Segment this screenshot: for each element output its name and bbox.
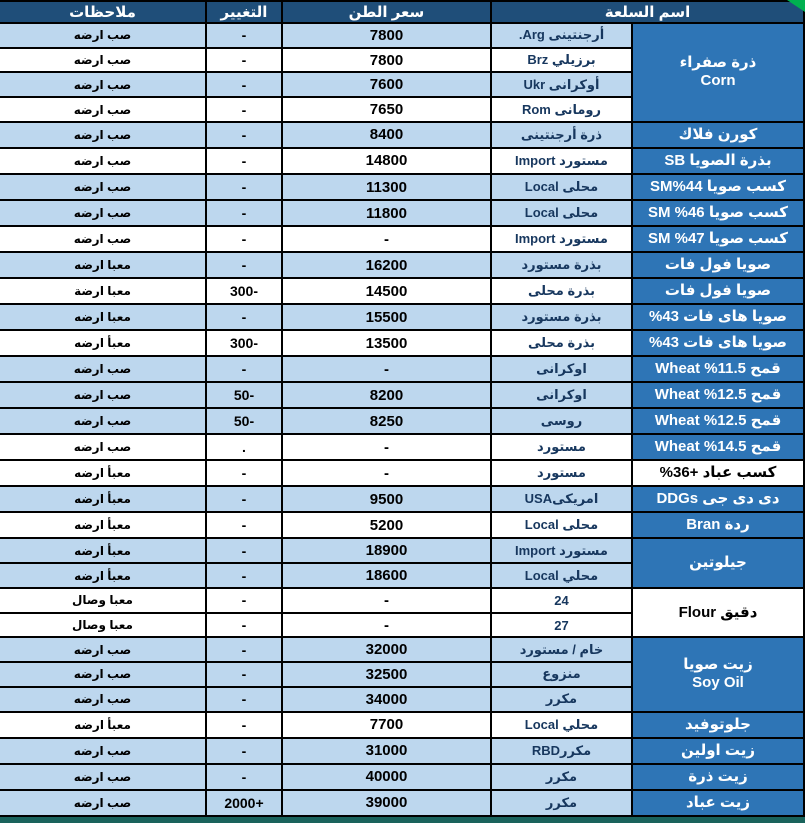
price-cell: 31000 [282,738,491,764]
table-row [0,200,804,226]
price-cell: 7800 [282,48,491,73]
table-row [0,330,804,356]
change-cell: - [206,174,282,200]
category-label: ردة Bran [686,516,750,534]
change-cell: +2000 [206,790,282,816]
price-cell: 39000 [282,790,491,816]
price-cell: - [282,226,491,252]
category-label: كسب عباد +36% [659,464,777,482]
change-cell: -300 [206,330,282,356]
price-cell: - [282,434,491,460]
notes-cell: معبا وصال [0,613,206,638]
table-row [0,408,804,434]
price-cell: 8400 [282,122,491,148]
table-row [0,460,804,486]
item-cell: محلى Local [491,200,632,226]
category-cell [632,764,804,790]
category-cell [632,486,804,512]
table-row [0,174,804,200]
table-row [0,764,804,790]
price-cell: 32500 [282,662,491,687]
category-label: Corn [700,72,736,90]
change-cell: - [206,122,282,148]
category-label: صويا فول فات [664,282,772,300]
change-cell: - [206,563,282,588]
change-cell: - [206,97,282,122]
category-label: دقيق Flour [678,603,758,621]
item-cell: بذرة محلى [491,278,632,304]
notes-cell: معبا ارضة [0,278,206,304]
change-cell: - [206,738,282,764]
item-cell: مستورد [491,434,632,460]
category-label: ذرة صفراء [679,54,757,72]
change-cell: - [206,148,282,174]
price-cell: - [282,460,491,486]
change-cell: - [206,588,282,613]
price-cell: 7650 [282,97,491,122]
header-price: سعر الطن [282,1,491,23]
item-cell: محلي Local [491,712,632,738]
price-cell: 11800 [282,200,491,226]
item-cell: محلي Local [491,563,632,588]
change-cell: - [206,72,282,97]
table-row [0,252,804,278]
category-label: زيت اولين [680,741,756,759]
change-cell: - [206,687,282,712]
notes-cell: صب ارضه [0,122,206,148]
notes-cell: صب ارضه [0,23,206,48]
change-cell: - [206,486,282,512]
change-cell: - [206,662,282,687]
item-cell: مستورد Import [491,148,632,174]
price-cell: 8250 [282,408,491,434]
category-cell [632,330,804,356]
category-label: كورن فلاك [678,125,758,143]
notes-cell: صب ارضه [0,637,206,662]
item-cell: بذرة محلى [491,330,632,356]
category-label: قمح Wheat %12.5 [654,412,782,430]
category-cell [632,252,804,278]
notes-cell: صب ارضه [0,356,206,382]
item-cell: منزوع [491,662,632,687]
category-cell [632,460,804,486]
price-cell: 5200 [282,512,491,538]
notes-cell: صب ارضه [0,174,206,200]
item-cell: برزيلي Brz [491,48,632,73]
category-label: صويا هاى فات 43% [648,334,787,352]
item-cell: محلى Local [491,512,632,538]
category-cell [632,738,804,764]
notes-cell: صب ارضه [0,738,206,764]
price-cell: - [282,613,491,638]
price-cell: - [282,588,491,613]
category-label: بذرة الصويا SB [664,151,772,169]
price-cell: 7700 [282,712,491,738]
table-row [0,538,804,563]
table-row [0,356,804,382]
notes-cell: معبا وصال [0,588,206,613]
notes-cell: صب ارضه [0,48,206,73]
category-label: جلوتوفيد [685,715,751,733]
table-row [0,738,804,764]
table-row [0,304,804,330]
category-cell [632,538,804,587]
header-commodity: اسم السلعة [491,1,804,23]
category-cell [632,226,804,252]
category-cell [632,588,804,637]
price-cell: 18900 [282,538,491,563]
item-cell: مكرر [491,764,632,790]
category-label: Soy Oil [692,674,744,692]
notes-cell: صب ارضه [0,226,206,252]
item-cell: روسى [491,408,632,434]
change-cell: - [206,200,282,226]
notes-cell: صب ارضه [0,434,206,460]
category-label: جيلوتين [689,554,747,572]
price-cell: 14800 [282,148,491,174]
category-cell [632,790,804,816]
table-row [0,122,804,148]
notes-cell: معبا ارضه [0,304,206,330]
category-cell [632,304,804,330]
price-cell: 15500 [282,304,491,330]
category-cell [632,174,804,200]
category-label: زيت عباد [685,793,750,811]
notes-cell: صب ارضه [0,382,206,408]
notes-cell: صب ارضه [0,790,206,816]
item-cell: محلى Local [491,174,632,200]
change-cell: - [206,48,282,73]
notes-cell: معبأ ارضه [0,563,206,588]
table-row [0,148,804,174]
category-cell [632,200,804,226]
category-label: كسب صويا SM %47 [647,230,789,248]
table-row [0,712,804,738]
change-cell: - [206,252,282,278]
change-cell: - [206,512,282,538]
category-cell [632,637,804,711]
change-cell: - [206,356,282,382]
price-cell: 14500 [282,278,491,304]
item-cell: 27 [491,613,632,638]
category-label: كسب صويا SM %46 [647,204,789,222]
category-label: دى دى جى DDGs [656,490,780,508]
category-label: زيت ذرة [688,767,748,785]
price-cell: 7800 [282,23,491,48]
price-cell: 32000 [282,637,491,662]
price-cell: 9500 [282,486,491,512]
item-cell: امريكىUSA [491,486,632,512]
table-header [0,1,804,23]
footer-strip [0,817,805,823]
item-cell: أرجنتينى Arg. [491,23,632,48]
notes-cell: معبأ ارضه [0,712,206,738]
category-label: كسب صويا SM%44 [650,178,786,196]
category-cell [632,278,804,304]
header-notes: ملاحظات [0,1,206,23]
item-cell: مستورد Import [491,226,632,252]
change-cell: - [206,538,282,563]
change-cell: -50 [206,408,282,434]
item-cell: بذرة مستورد [491,304,632,330]
category-cell [632,712,804,738]
category-cell [632,382,804,408]
table-row [0,486,804,512]
category-cell [632,23,804,122]
price-cell: 16200 [282,252,491,278]
notes-cell: معبا ارضه [0,252,206,278]
change-cell: - [206,613,282,638]
notes-cell: معبأ ارضه [0,538,206,563]
table-row [0,512,804,538]
change-cell: - [206,304,282,330]
item-cell: بذرة مستورد [491,252,632,278]
item-cell: مكررRBD [491,738,632,764]
notes-cell: صب ارضه [0,97,206,122]
item-cell: اوكرانى [491,382,632,408]
price-cell: 40000 [282,764,491,790]
notes-cell: معبأ ارضه [0,486,206,512]
notes-cell: صب ارضه [0,764,206,790]
change-cell: . [206,434,282,460]
table-row [0,278,804,304]
corner-logo-fragment [787,0,805,12]
category-cell [632,148,804,174]
notes-cell: صب ارضه [0,148,206,174]
notes-cell: معبأ ارضه [0,330,206,356]
item-cell: خام / مستورد [491,637,632,662]
change-cell: - [206,460,282,486]
price-table-body [0,23,804,816]
change-cell: - [206,23,282,48]
table-row [0,588,804,613]
notes-cell: معبأ ارضه [0,512,206,538]
change-cell: - [206,226,282,252]
change-cell: - [206,637,282,662]
item-cell: مستورد [491,460,632,486]
category-cell [632,122,804,148]
category-label: قمح Wheat %12.5 [654,386,782,404]
header-change: التغيير [206,1,282,23]
item-cell: رومانى Rom [491,97,632,122]
price-cell: 13500 [282,330,491,356]
category-cell [632,512,804,538]
item-cell: مكرر [491,790,632,816]
item-cell: 24 [491,588,632,613]
header-row [0,1,804,23]
table-row [0,382,804,408]
notes-cell: صب ارضه [0,408,206,434]
category-cell [632,356,804,382]
category-label: قمح Wheat %11.5 [655,360,781,378]
price-cell: 8200 [282,382,491,408]
category-cell [632,408,804,434]
notes-cell: صب ارضه [0,72,206,97]
item-cell: أوكرانى Ukr [491,72,632,97]
item-cell: مستورد Import [491,538,632,563]
change-cell: - [206,764,282,790]
category-label: قمح Wheat %14.5 [654,438,782,456]
category-label: زيت صويا [683,656,753,674]
table-row [0,790,804,816]
category-label: صويا هاى فات 43% [648,308,787,326]
table-row [0,637,804,662]
category-cell [632,434,804,460]
price-cell: 11300 [282,174,491,200]
table-row [0,23,804,48]
table-row [0,226,804,252]
price-cell: - [282,356,491,382]
item-cell: ذرة أرجنتينى [491,122,632,148]
table-row [0,434,804,460]
notes-cell: صب ارضه [0,662,206,687]
notes-cell: معبأ ارضه [0,460,206,486]
change-cell: -300 [206,278,282,304]
change-cell: -50 [206,382,282,408]
change-cell: - [206,712,282,738]
category-label: صويا فول فات [664,256,772,274]
price-cell: 34000 [282,687,491,712]
item-cell: مكرر [491,687,632,712]
price-cell: 18600 [282,563,491,588]
notes-cell: صب ارضه [0,200,206,226]
notes-cell: صب ارضه [0,687,206,712]
price-cell: 7600 [282,72,491,97]
item-cell: اوكرانى [491,356,632,382]
